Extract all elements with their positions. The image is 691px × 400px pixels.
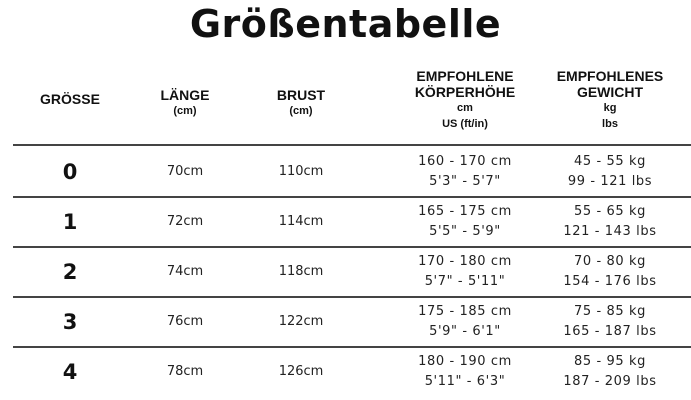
weight-cell	[540, 202, 680, 242]
table-row	[0, 199, 691, 245]
header-weight	[540, 68, 680, 132]
weight-cell	[540, 152, 680, 192]
header-size	[30, 91, 110, 107]
table-row	[0, 149, 691, 195]
header-height-unit-cm: cm	[457, 102, 473, 114]
height-cm: 170 - 180 cm	[418, 254, 512, 269]
size-cell: 0	[62, 160, 78, 184]
table-row	[0, 349, 691, 395]
weight-cell	[540, 352, 680, 392]
height-cell	[395, 352, 535, 392]
header-chest-unit: (cm)	[289, 105, 313, 117]
height-cm: 180 - 190 cm	[418, 354, 512, 369]
weight-lbs: 187 - 209 lbs	[563, 374, 657, 389]
weight-kg: 75 - 85 kg	[574, 304, 646, 319]
weight-kg: 45 - 55 kg	[574, 154, 646, 169]
height-cell	[395, 202, 535, 242]
height-ft: 5'11" - 6'3"	[424, 374, 506, 389]
divider	[13, 196, 691, 198]
weight-kg: 85 - 95 kg	[574, 354, 646, 369]
length-cell: 70cm	[166, 164, 204, 179]
height-cm: 175 - 185 cm	[418, 304, 512, 319]
height-cm: 160 - 170 cm	[418, 154, 512, 169]
header-length	[140, 87, 230, 119]
length-cell: 78cm	[166, 364, 204, 379]
table-row	[0, 249, 691, 295]
header-weight-unit-lbs: lbs	[602, 118, 618, 130]
height-cm: 165 - 175 cm	[418, 204, 512, 219]
weight-cell	[540, 252, 680, 292]
height-ft: 5'3" - 5'7"	[429, 174, 501, 189]
divider	[13, 246, 691, 248]
table-row	[0, 299, 691, 345]
header-weight-line2: GEWICHT	[576, 84, 644, 100]
header-weight-unit-kg: kg	[603, 102, 617, 114]
weight-lbs: 121 - 143 lbs	[563, 224, 657, 239]
header-weight-line1: EMPFOHLENES	[556, 68, 664, 84]
weight-kg: 55 - 65 kg	[574, 204, 646, 219]
chest-cell: 122cm	[278, 314, 324, 329]
weight-lbs: 165 - 187 lbs	[563, 324, 657, 339]
divider	[13, 346, 691, 348]
height-cell	[395, 302, 535, 342]
length-cell: 76cm	[166, 314, 204, 329]
header-length-unit: (cm)	[173, 105, 197, 117]
header-chest	[256, 87, 346, 119]
height-cell	[395, 252, 535, 292]
weight-cell	[540, 302, 680, 342]
chest-cell: 110cm	[278, 164, 324, 179]
header-height-line1: EMPFOHLENE	[416, 68, 514, 84]
weight-kg: 70 - 80 kg	[574, 254, 646, 269]
weight-lbs: 154 - 176 lbs	[563, 274, 657, 289]
header-height-unit-us: US (ft/in)	[442, 118, 488, 130]
size-cell: 2	[62, 260, 78, 284]
page-title: Größentabelle	[189, 2, 502, 46]
divider	[13, 144, 691, 146]
size-cell: 1	[62, 210, 78, 234]
header-height	[395, 68, 535, 132]
chest-cell: 114cm	[278, 214, 324, 229]
chest-cell: 118cm	[278, 264, 324, 279]
header-length-label: LÄNGE	[160, 87, 210, 103]
height-ft: 5'5" - 5'9"	[429, 224, 501, 239]
height-cell	[395, 152, 535, 192]
length-cell: 74cm	[166, 264, 204, 279]
chest-cell: 126cm	[278, 364, 324, 379]
height-ft: 5'9" - 6'1"	[429, 324, 501, 339]
length-cell: 72cm	[166, 214, 204, 229]
size-cell: 4	[62, 360, 78, 384]
header-size-label: GRÖSSE	[40, 91, 100, 107]
weight-lbs: 99 - 121 lbs	[567, 174, 653, 189]
height-ft: 5'7" - 5'11"	[424, 274, 506, 289]
header-height-line2: KÖRPERHÖHE	[414, 84, 516, 100]
header-chest-label: BRUST	[276, 87, 326, 103]
divider	[13, 296, 691, 298]
size-cell: 3	[62, 310, 78, 334]
